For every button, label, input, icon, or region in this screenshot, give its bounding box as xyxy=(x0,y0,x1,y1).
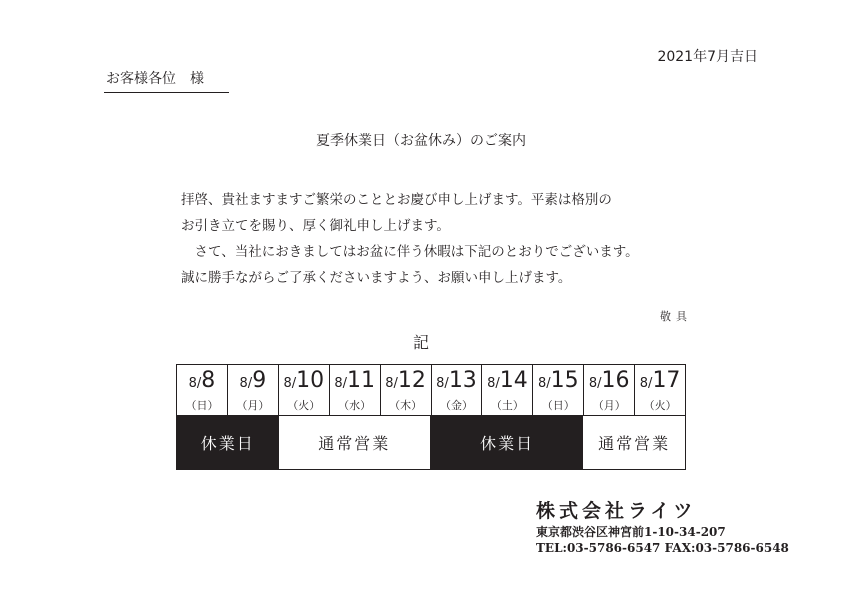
calendar-day-weekday: （日） xyxy=(541,399,575,412)
body-line: お引き立てを賜り、厚く御礼申し上げます。 xyxy=(181,218,450,234)
company-contact: TEL:03-5786-6547 FAX:03-5786-6548 xyxy=(536,541,789,555)
calendar-day-number: 13 xyxy=(448,368,477,393)
calendar-day-month: 8/ xyxy=(283,376,297,391)
calendar-day-month: 8/ xyxy=(334,376,347,391)
calendar-day-month: 8/ xyxy=(588,376,602,391)
calendar-day-date xyxy=(279,368,329,393)
business-period: 通常営業 xyxy=(583,416,685,469)
calendar-day-month: 8/ xyxy=(537,376,551,391)
calendar-day-weekday: （水） xyxy=(338,399,372,412)
calendar-day-weekday: （月） xyxy=(236,399,270,412)
calendar-day-number: 8 xyxy=(201,368,216,393)
closing-phrase: 敬具 xyxy=(660,310,692,323)
calendar-day-number: 15 xyxy=(550,368,579,393)
calendar-status-row xyxy=(177,416,685,469)
calendar-day-number: 11 xyxy=(347,368,375,393)
body-line: 拝啓、貴社ますますご繁栄のこととお慶び申し上げます。平素は格別の xyxy=(181,192,612,208)
calendar-day-weekday: （金） xyxy=(439,399,473,412)
calendar-day-number: 9 xyxy=(252,368,267,393)
calendar-day-month: 8/ xyxy=(385,376,398,391)
company-address: 東京都渋谷区神宮前1-10-34-207 xyxy=(536,525,726,539)
calendar-day-date xyxy=(432,368,482,393)
notice-subject: 夏季休業日（お盆休み）のご案内 xyxy=(316,133,526,149)
calendar-day-cell xyxy=(279,365,330,415)
document-date: 2021年7月吉日 xyxy=(657,49,758,65)
calendar-day-date xyxy=(177,368,227,393)
calendar-day-weekday: （木） xyxy=(389,399,423,412)
business-period: 通常営業 xyxy=(279,416,431,469)
calendar-day-weekday: （土） xyxy=(490,399,524,412)
calendar-day-cell xyxy=(432,365,483,415)
calendar-day-cell xyxy=(381,365,432,415)
calendar-day-cell xyxy=(584,365,635,415)
calendar-day-cell xyxy=(635,365,685,415)
calendar-day-number: 17 xyxy=(652,368,681,393)
body-line: さて、当社におきましてはお盆に伴う休暇は下記のとおりでございます。 xyxy=(181,244,639,260)
calendar-day-date xyxy=(330,368,380,393)
calendar-day-weekday: （火） xyxy=(287,399,321,412)
body-line: 誠に勝手ながらご了承くださいますよう、お願い申し上げます。 xyxy=(181,270,572,286)
calendar-day-number: 14 xyxy=(499,368,528,393)
calendar-days-row xyxy=(177,365,685,416)
closed-period: 休業日 xyxy=(431,416,583,469)
calendar-day-cell xyxy=(482,365,533,415)
calendar-day-number: 12 xyxy=(397,368,426,393)
calendar-day-cell xyxy=(228,365,279,415)
calendar-day-weekday: （日） xyxy=(185,399,219,412)
calendar-day-month: 8/ xyxy=(436,376,449,391)
calendar-day-date xyxy=(584,368,634,393)
company-name: 株式会社ライツ xyxy=(536,500,697,522)
calendar-day-month: 8/ xyxy=(487,376,500,391)
calendar-day-date xyxy=(228,368,278,393)
calendar-day-cell xyxy=(330,365,381,415)
calendar-day-month: 8/ xyxy=(239,376,253,391)
calendar-day-weekday: （月） xyxy=(592,399,626,412)
holiday-calendar xyxy=(176,364,686,470)
calendar-day-date xyxy=(533,368,583,393)
calendar-day-date xyxy=(482,368,532,393)
ki-heading: 記 xyxy=(412,333,429,352)
calendar-day-month: 8/ xyxy=(639,376,653,391)
closed-period: 休業日 xyxy=(177,416,279,469)
calendar-day-month: 8/ xyxy=(188,376,202,391)
notice-body xyxy=(181,187,639,291)
addressee: お客様各位 様 xyxy=(104,68,229,93)
calendar-day-date xyxy=(635,368,685,393)
calendar-day-date xyxy=(381,368,431,393)
calendar-day-cell xyxy=(533,365,584,415)
calendar-day-cell xyxy=(177,365,228,415)
calendar-day-number: 10 xyxy=(296,368,325,393)
calendar-day-number: 16 xyxy=(601,368,630,393)
calendar-day-weekday: （火） xyxy=(643,399,677,412)
